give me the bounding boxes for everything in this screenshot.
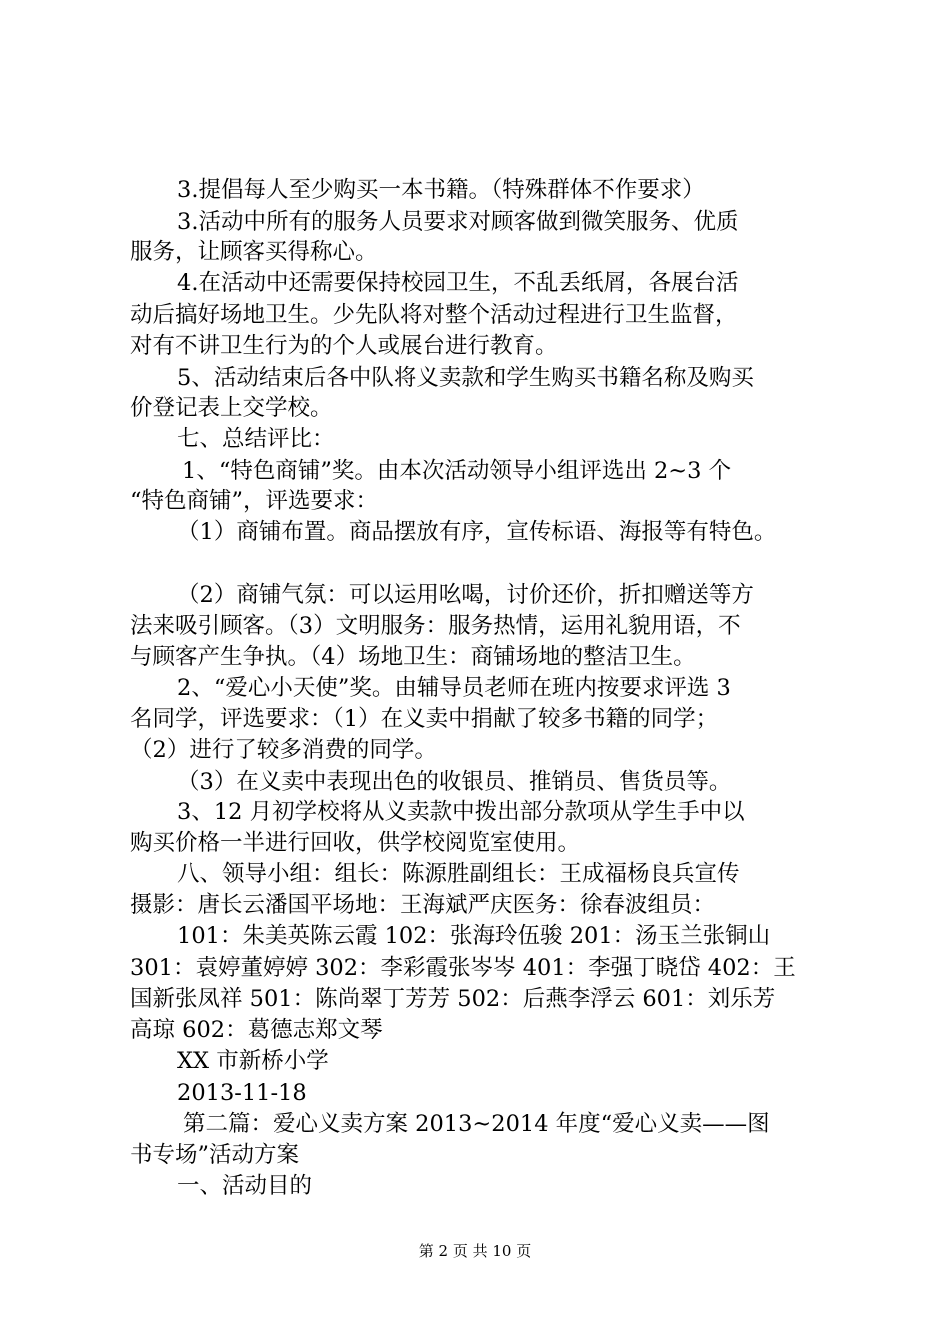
text-line: （1）商铺布置。商品摆放有序，宣传标语、海报等有特色。 (177, 519, 777, 545)
text-line: 第二篇：爱心义卖方案 2013~2014 年度“爱心义卖——图 (183, 1111, 770, 1137)
text-line: 服务，让顾客买得称心。 (130, 239, 378, 265)
text-line: 国新张凤祥 501：陈尚翠丁芳芳 502：后燕李浮云 601：刘乐芳 (130, 986, 776, 1012)
text-line: 4.在活动中还需要保持校园卫生，不乱丢纸屑，各展台活 (177, 270, 739, 296)
text-line: 法来吸引顾客。（3）文明服务：服务热情，运用礼貌用语，不 (130, 613, 741, 639)
text-line: 购买价格一半进行回收，供学校阅览室使用。 (130, 830, 581, 856)
text-line: 名同学，评选要求：（1）在义卖中捐献了较多书籍的同学； (130, 706, 719, 732)
text-line: 3.提倡每人至少购买一本书籍。（特殊群体不作要求） (177, 177, 705, 203)
text-line: 3.活动中所有的服务人员要求对顾客做到微笑服务、优质 (177, 209, 739, 235)
text-line: 与顾客产生争执。（4）场地卫生：商铺场地的整洁卫生。 (130, 644, 696, 670)
text-line: （3）在义卖中表现出色的收银员、推销员、售货员等。 (177, 769, 732, 795)
text-line: 价登记表上交学校。 (130, 395, 333, 421)
text-line: 对有不讲卫生行为的个人或展台进行教育。 (130, 333, 558, 359)
text-line: 一、活动目的 (177, 1173, 313, 1199)
text-line: 高琼 602：葛德志郑文琴 (130, 1017, 383, 1043)
text-line: （2）商铺气氛：可以运用吆喝，讨价还价，折扣赠送等方 (177, 582, 754, 608)
text-line: 101：朱美英陈云霞 102：张海玲伍骏 201：汤玉兰张铜山 (177, 923, 771, 949)
text-line: （2）进行了较多消费的同学。 (130, 737, 437, 763)
text-line: XX 市新桥小学 (177, 1048, 329, 1074)
text-line: 动后搞好场地卫生。少先队将对整个活动过程进行卫生监督， (130, 302, 738, 328)
text-line: 2013-11-18 (177, 1080, 307, 1106)
page-number-label: 第 2 页 共 10 页 (418, 1242, 532, 1260)
text-line: 2、“爱心小天使”奖。由辅导员老师在班内按要求评选 3 (177, 675, 731, 701)
text-line: 七、总结评比： (177, 426, 335, 452)
text-line: 八、领导小组：组长：陈源胜副组长：王成福杨良兵宣传 (177, 861, 740, 887)
text-line: 1、“特色商铺”奖。由本次活动领导小组评选出 2~3 个 (182, 458, 732, 484)
text-line: “特色商铺”，评选要求： (130, 488, 379, 514)
text-line: 5、活动结束后各中队将义卖款和学生购买书籍名称及购买 (177, 365, 754, 391)
text-line: 301：袁婷董婷婷 302：李彩霞张岑岑 401：李强丁晓岱 402：王 (130, 955, 796, 981)
text-line: 摄影：唐长云潘国平场地：王海斌严庆医务：徐春波组员： (130, 892, 716, 918)
text-line: 3、12 月初学校将从义卖款中拨出部分款项从学生手中以 (177, 799, 745, 825)
page-footer (0, 1241, 950, 1261)
text-line: 书专场”活动方案 (130, 1142, 300, 1168)
